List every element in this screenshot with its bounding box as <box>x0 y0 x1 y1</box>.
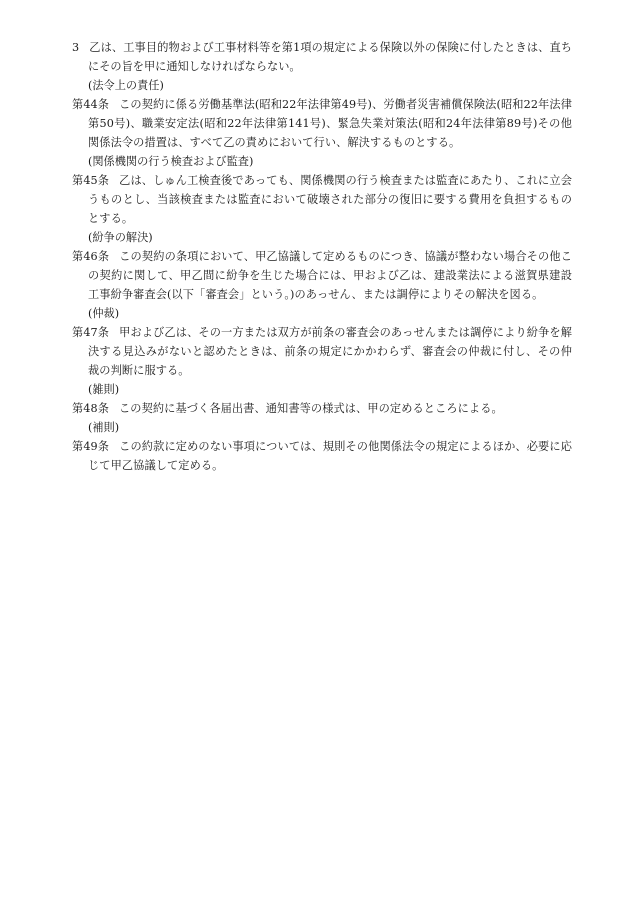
article-number: 第46条 <box>72 250 110 263</box>
article-48-heading: (雑則) <box>88 383 120 396</box>
article-number: 第44条 <box>72 98 110 111</box>
article-number: 第47条 <box>72 326 110 339</box>
article-text: この契約の条項において、甲乙協議して定めるものにつき、協議が整わない場合その他この契約に関して、甲乙間に紛争を生じた場合には、甲および乙は、建設業法による滋賀県建設工事紛争審査会(以下「審査会」という。)のあっせん、または調停によりその解決を図る。 <box>88 250 572 301</box>
article-text: この契約に基づく各届出書、通知書等の様式は、甲の定めるところによる。 <box>119 402 503 415</box>
article-47-heading: (仲裁) <box>88 307 120 320</box>
article-text: 乙は、しゅん工検査後であっても、関係機関の行う検査または監査にあたり、これに立会うものとし、当該検査または監査において破壊された部分の復旧に要する費用を負担するものとする。 <box>88 174 572 225</box>
clause-3 <box>72 38 572 76</box>
article-47 <box>72 323 572 380</box>
article-number: 第49条 <box>72 440 110 453</box>
article-45 <box>72 171 572 228</box>
clause-number: 3 <box>72 41 80 54</box>
article-45-heading: (関係機関の行う検査および監査) <box>88 155 254 168</box>
article-46-heading: (紛争の解決) <box>88 231 153 244</box>
article-49-heading: (補則) <box>88 421 120 434</box>
article-46 <box>72 247 572 304</box>
article-text: 甲および乙は、その一方または双方が前条の審査会のあっせんまたは調停により紛争を解決する見込みがないと認めたときは、前条の規定にかかわらず、審査会の仲裁に付し、その仲裁の判断に服する。 <box>88 326 572 377</box>
article-44-heading: (法令上の責任) <box>88 79 164 92</box>
article-49 <box>72 437 572 475</box>
contract-page <box>72 38 572 475</box>
clause-text: 乙は、工事目的物および工事材料等を第1項の規定による保険以外の保険に付したときは、直ちにその旨を甲に通知しなければならない。 <box>88 41 572 73</box>
article-number: 第48条 <box>72 402 110 415</box>
article-text: この契約に係る労働基準法(昭和22年法律第49号)、労働者災害補償保険法(昭和22年法律第50号)、職業安定法(昭和22年法律第141号)、緊急失業対策法(昭和24年法律第89号)その他関係法令の措置は、すべて乙の責めにおいて行い、解決するものとする。 <box>88 98 573 149</box>
article-number: 第45条 <box>72 174 110 187</box>
article-48 <box>72 399 572 418</box>
article-44 <box>72 95 572 152</box>
article-text: この約款に定めのない事項については、規則その他関係法令の規定によるほか、必要に応じて甲乙協議して定める。 <box>88 440 573 472</box>
